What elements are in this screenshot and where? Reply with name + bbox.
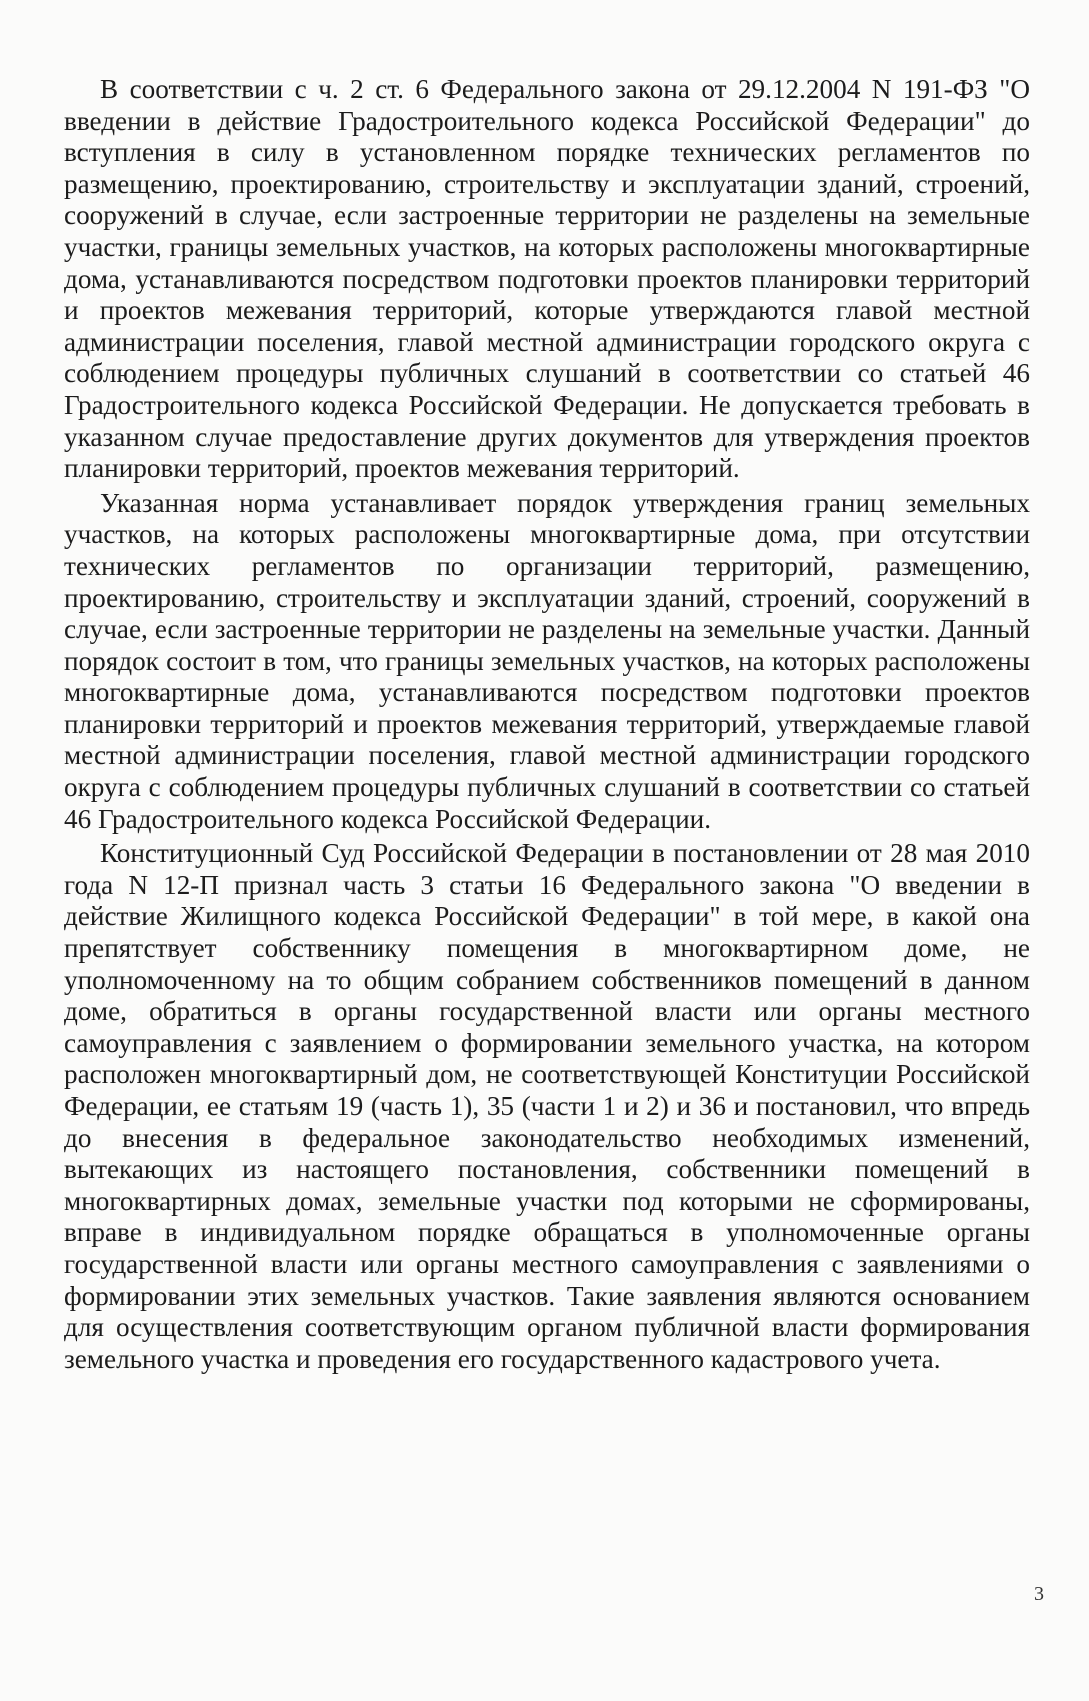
paragraph-2: Указанная норма устанавливает порядок утверждения границ земельных участков, на которых расположены многоквартирные дома, при отсутствии технических регламентов по организации территорий, размещению, проектированию, строительству и эксплуатации зданий, строений, сооружений в случае, если застроенные территории не разделены на земельные участки. Данный порядок состоит в том, что границы земельных участков, на которых расположены многоквартирные дома, устанавливаются посредством подготовки проектов планировки территорий и проектов межевания территорий, утверждаемые главой местной администрации поселения, главой местной администрации городского округа с соблюдением процедуры публичных слушаний в соответствии со статьей 46 Градостроительного кодекса Российской Федерации. [64,487,1030,834]
page-number: 3 [1034,1583,1044,1605]
paragraph-1: В соответствии с ч. 2 ст. 6 Федерального закона от 29.12.2004 N 191-ФЗ "О введении в действие Градостроительного кодекса Российской Федерации" до вступления в силу в установленном порядке технических регламентов по размещению, проектированию, строительству и эксплуатации зданий, строений, сооружений в случае, если застроенные территории не разделены на земельные участки, границы земельных участков, на которых расположены многоквартирные дома, устанавливаются посредством подготовки проектов планировки территорий и проектов межевания территорий, которые утверждаются главой местной администрации поселения, главой местной администрации городского округа с соблюдением процедуры публичных слушаний в соответствии со статьей 46 Градостроительного кодекса Российской Федерации. Не допускается требовать в указанном случае предоставление других документов для утверждения проектов планировки территорий, проектов межевания территорий. [64,74,1030,484]
document-body [64,74,1030,1375]
paragraph-3: Конституционный Суд Российской Федерации в постановлении от 28 мая 2010 года N 12-П признал часть 3 статьи 16 Федерального закона "О введении в действие Жилищного кодекса Российской Федерации" в той мере, в какой она препятствует собственнику помещения в многоквартирном доме, не уполномоченному на то общим собранием собственников помещений в данном доме, обратиться в органы государственной власти или органы местного самоуправления с заявлением о формировании земельного участка, на котором расположен многоквартирный дом, не соответствующей Конституции Российской Федерации, ее статьям 19 (часть 1), 35 (части 1 и 2) и 36 и постановил, что впредь до внесения в федеральное законодательство необходимых изменений, вытекающих из настоящего постановления, собственники помещений в многоквартирных домах, земельные участки под которыми не сформированы, вправе в индивидуальном порядке обращаться в уполномоченные органы государственной власти или органы местного самоуправления с заявлениями о формировании этих земельных участков. Такие заявления являются основанием для осуществления соответствующим органом публичной власти формирования земельного участка и проведения его государственного кадастрового учета. [64,838,1030,1374]
